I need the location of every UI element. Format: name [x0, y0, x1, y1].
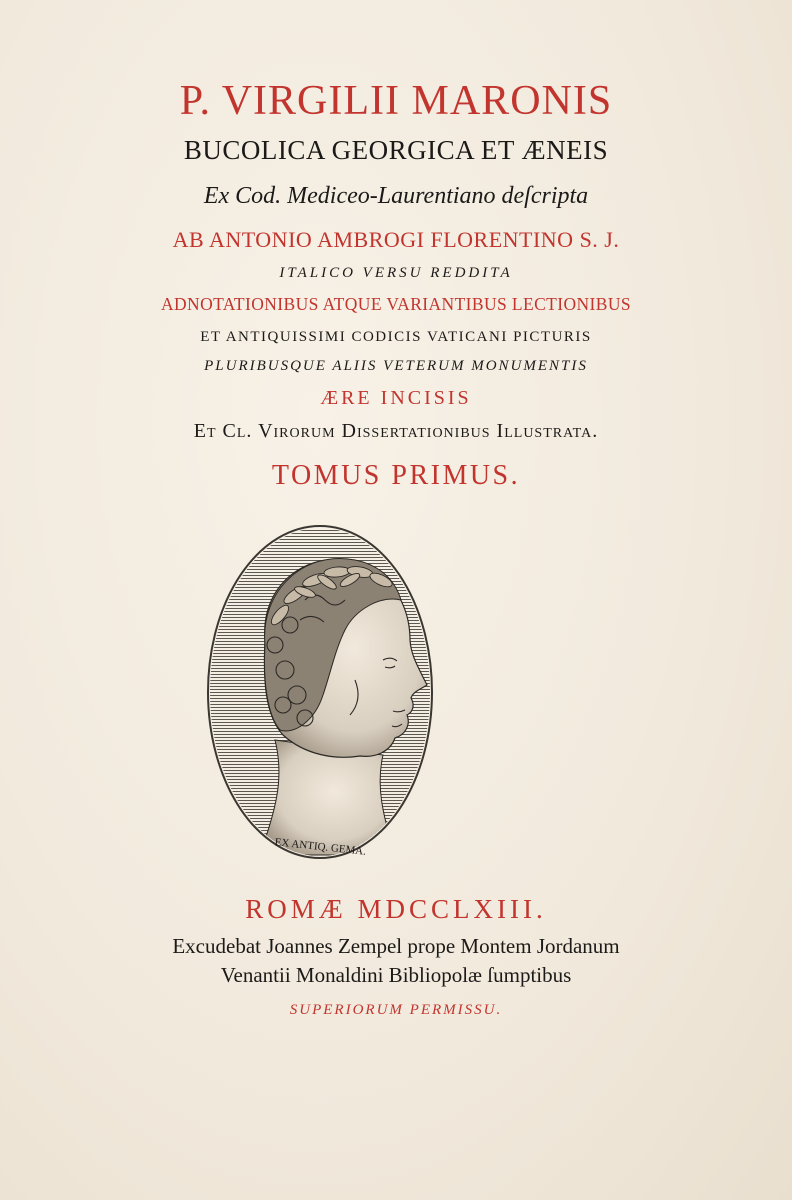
annotations-line: ADNOTATIONIBUS ATQUE VARIANTIBUS LECTIONIBUS: [160, 294, 632, 314]
translation-line: ITALICO VERSU REDDITA: [279, 265, 513, 281]
pictures-line: ET ANTIQUISSIMI CODICIS VATICANI PICTURIS: [200, 329, 592, 345]
author-title: P. VIRGILII MARONIS: [179, 78, 613, 124]
imprint-place-date: ROMÆ MDCCLXIII.: [245, 894, 547, 924]
source-codex-line: Ex Cod. Mediceo-Laurentiano deſcripta: [203, 183, 589, 209]
works-title: BUCOLICA GEORGICA ET ÆNEIS: [183, 135, 609, 165]
monuments-line: PLURIBUSQUE ALIIS VETERUM MONUMENTIS: [204, 358, 588, 374]
editor-line: AB ANTONIO AMBROGI FLORENTINO S. J.: [172, 227, 620, 252]
volume-title: TOMUS PRIMUS.: [271, 460, 521, 491]
engraving-line: ÆRE INCISIS: [320, 387, 472, 409]
imprint-permission: SUPERIORUM PERMISSU.: [289, 1002, 503, 1018]
medallion-caption: EX ANTIQ. GEMA.: [274, 836, 367, 858]
imprint-publisher: Venantii Monaldini Bibliopolæ ſumptibus: [220, 963, 572, 987]
portrait-medallion: [205, 520, 435, 870]
imprint-printer: Excudebat Joannes Zempel prope Montem Jordanum: [172, 934, 620, 958]
dissertations-line: Et Cl. Virorum Dissertationibus Illustrata.: [193, 420, 599, 442]
